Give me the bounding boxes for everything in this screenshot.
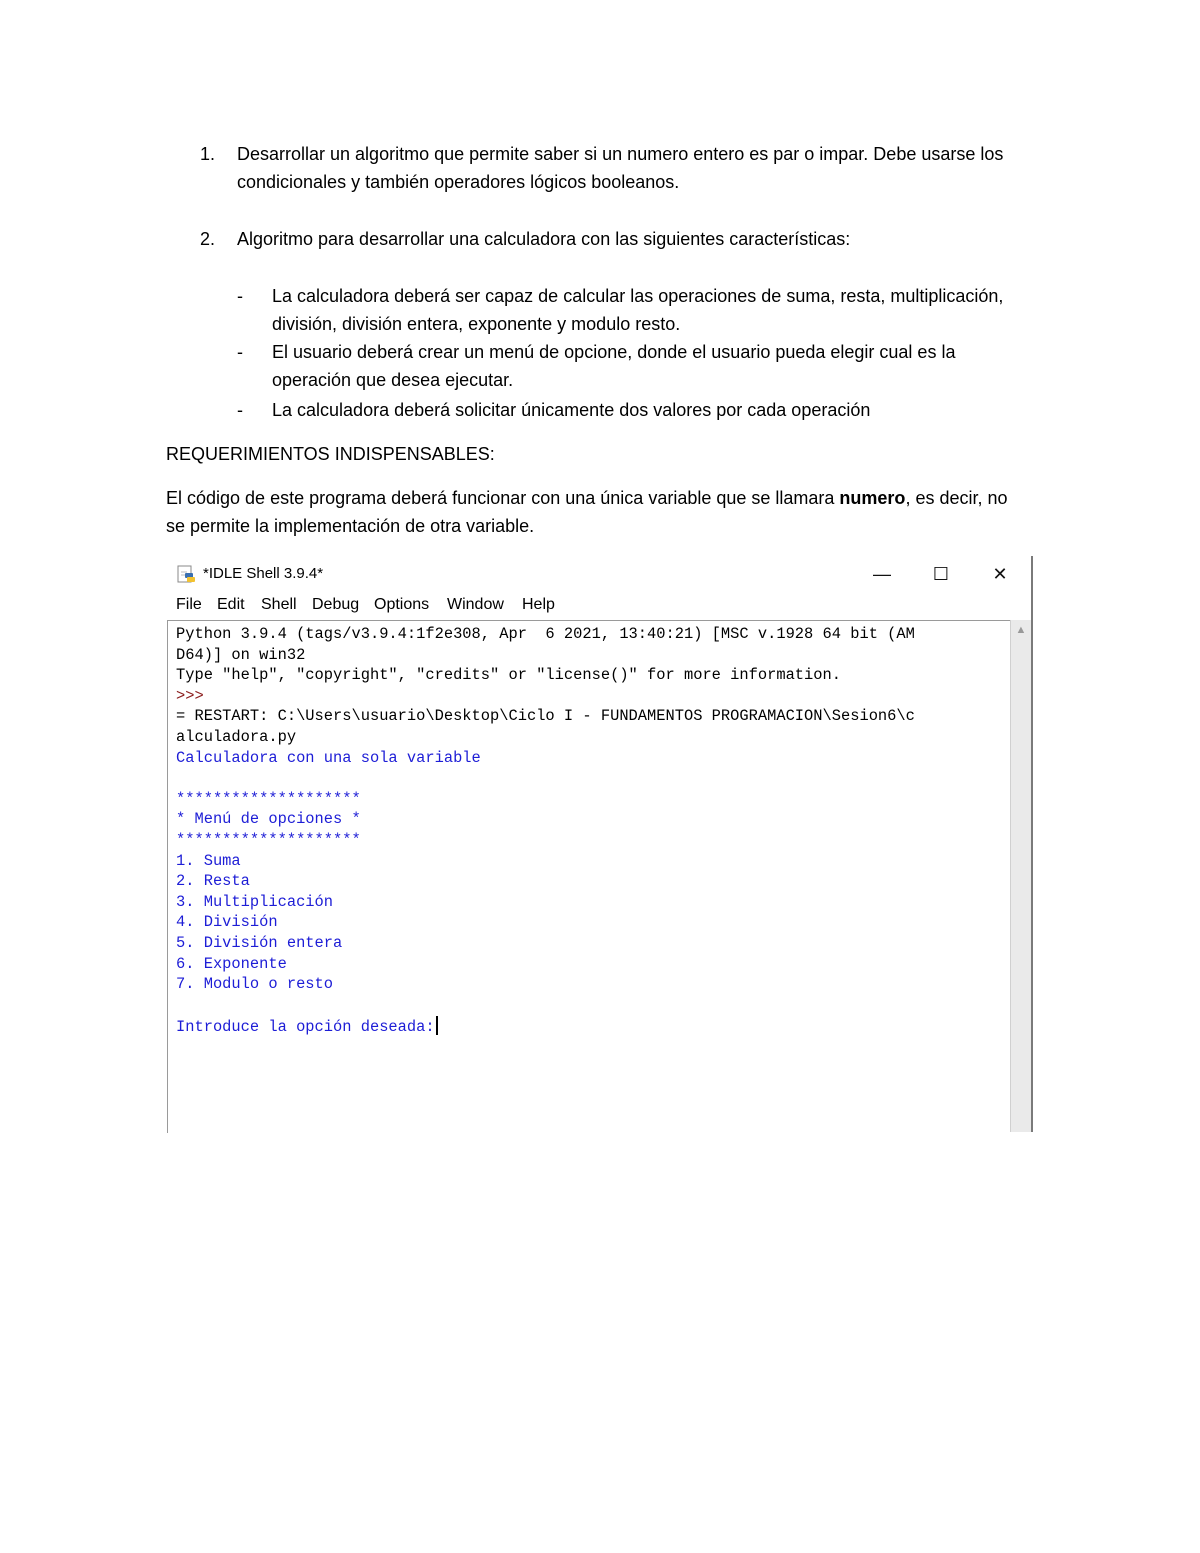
menu-help[interactable]: Help — [522, 596, 555, 613]
variable-name: numero — [839, 488, 906, 508]
maximize-icon[interactable]: ☐ — [932, 563, 950, 584]
list-number: 1. — [200, 144, 216, 164]
text-cursor — [436, 1016, 438, 1035]
requirement-text: La calculadora deberá ser capaz de calcular las operaciones de suma, resta, multiplicación, división, división entera, exponente y modulo resto. — [272, 286, 1004, 334]
shell-line: >>> — [176, 686, 213, 705]
shell-line: ******************** — [176, 831, 361, 849]
menu-file[interactable]: File — [176, 596, 202, 613]
shell-line: 6. Exponente — [176, 954, 287, 973]
window-border — [1031, 556, 1033, 1132]
para-text: , es decir, no se permite la implementación de otra variable. — [166, 488, 1008, 536]
final-paragraph — [166, 484, 1026, 540]
dash-marker: - — [237, 286, 243, 306]
menu-options[interactable]: Options — [374, 596, 430, 613]
shell-line: 2. Resta — [176, 872, 250, 891]
close-icon[interactable]: ✕ — [992, 563, 1008, 584]
shell-line: Introduce la opción deseada: — [176, 1016, 438, 1036]
shell-line: * Menú de opciones * — [176, 810, 361, 829]
shell-line: Type "help", "copyright", "credits" or "license()" for more information. — [176, 666, 841, 685]
menu-bar — [167, 594, 1031, 620]
dash-marker: - — [237, 342, 243, 362]
shell-line: alculadora.py — [176, 728, 297, 746]
shell-line: 1. Suma — [176, 851, 241, 870]
minimize-icon[interactable]: — — [873, 563, 891, 584]
title-bar[interactable] — [167, 556, 1031, 592]
shell-line: Python 3.9.4 (tags/v3.9.4:1f2e308, Apr 6 2021, 13:40:21) [MSC v.1928 64 bit (AM — [176, 625, 915, 643]
dash-marker: - — [237, 400, 243, 420]
list-text: Desarrollar un algoritmo que permite saber si un numero entero es par o impar. Debe usarse los condicionales y también operadores lógicos booleanos. — [237, 144, 1004, 192]
shell-line: ******************** — [176, 789, 361, 808]
shell-text-area[interactable] — [167, 620, 1010, 1133]
scroll-up-icon[interactable]: ▲ — [1015, 624, 1027, 636]
shell-line: 3. Multiplicación — [176, 892, 334, 911]
requirements-heading: REQUERIMIENTOS INDISPENSABLES: — [166, 444, 495, 464]
python-idle-icon — [176, 564, 196, 584]
requirement-text: El usuario deberá crear un menú de opcione, donde el usuario pueda elegir cual es la operación que desea ejecutar. — [272, 342, 956, 390]
shell-line: 5. División entera — [176, 934, 343, 952]
menu-edit[interactable]: Edit — [217, 596, 245, 613]
shell-line: D64)] on win32 — [176, 645, 306, 664]
idle-shell-window — [167, 556, 1033, 1132]
list-number: 2. — [200, 229, 216, 249]
menu-window[interactable]: Window — [447, 596, 504, 613]
window-title: *IDLE Shell 3.9.4* — [203, 565, 324, 582]
shell-line: = RESTART: C:\Users\usuario\Desktop\Ciclo I - FUNDAMENTOS PROGRAMACION\Sesion6\c — [176, 707, 915, 726]
menu-debug[interactable]: Debug — [312, 596, 360, 613]
menu-shell[interactable]: Shell — [261, 596, 297, 613]
shell-line: 7. Modulo o resto — [176, 975, 334, 994]
shell-line: Calculadora con una sola variable — [176, 748, 481, 767]
vertical-scrollbar[interactable] — [1010, 620, 1031, 1132]
shell-line: 4. División — [176, 913, 278, 932]
requirement-text: La calculadora deberá solicitar únicamente dos valores por cada operación — [272, 400, 871, 420]
para-text: El código de este programa deberá funcionar con una única variable que se llamara — [166, 488, 840, 508]
list-text: Algoritmo para desarrollar una calculadora con las siguientes características: — [237, 229, 851, 249]
